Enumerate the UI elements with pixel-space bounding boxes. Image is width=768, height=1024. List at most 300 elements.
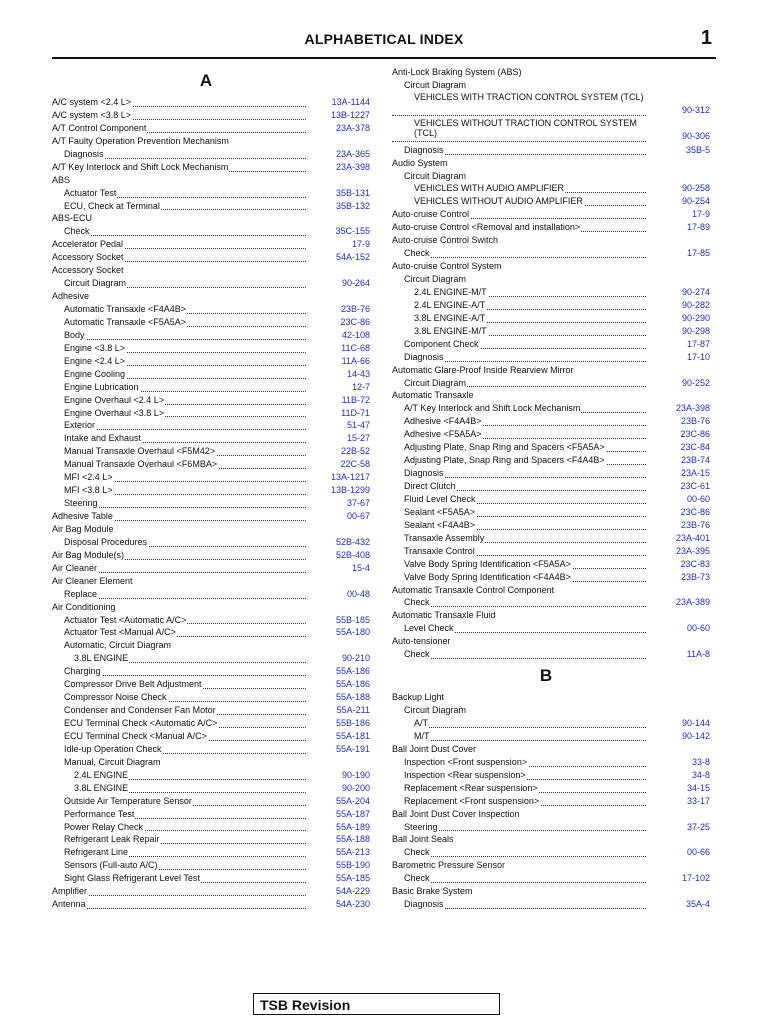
page-reference-link[interactable]: 23C-86	[680, 506, 710, 517]
page-reference-link[interactable]: 34-15	[686, 782, 710, 793]
index-entry	[52, 355, 370, 368]
index-entry	[392, 441, 710, 454]
index-entry-text: Adhesive <F4A4B>	[392, 415, 483, 428]
index-entry-text: Accessory Socket	[52, 252, 124, 263]
index-entry-text: Inspection <Front suspension>	[392, 756, 528, 769]
index-entry	[52, 161, 370, 174]
index-entry-text: Condenser and Condenser Fan Motor	[52, 704, 217, 717]
index-entry	[52, 303, 370, 316]
page-reference-link[interactable]: 11A-66	[341, 355, 370, 366]
index-entry	[392, 532, 710, 545]
page-reference-link[interactable]: 11D-71	[341, 407, 370, 418]
page-reference-link[interactable]: 90-252	[681, 377, 710, 388]
index-entry-text: Automatic Transaxle Fluid	[392, 610, 496, 621]
index-entry	[52, 549, 370, 562]
page-reference-link[interactable]: 52B-432	[335, 536, 370, 547]
index-entry-text: Automatic Transaxle <F4A4B>	[52, 303, 187, 316]
index-entry	[52, 471, 370, 484]
index-entry-text: Automatic Glare-Proof Inside Rearview Mirror	[392, 364, 574, 375]
index-entry	[52, 290, 370, 303]
page-reference-link[interactable]: 54A-152	[335, 252, 370, 263]
index-entry-text: Sight Glass Refrigerant Level Test	[52, 872, 201, 885]
page-reference-link[interactable]: 17-87	[686, 338, 710, 349]
page-reference-link[interactable]: 23A-398	[675, 403, 710, 414]
page-reference-link[interactable]: 17-9	[351, 239, 370, 250]
section-letter: A	[199, 71, 213, 90]
page-reference-link[interactable]: 54A-230	[335, 899, 370, 910]
page-reference-link[interactable]: 35B-5	[685, 144, 710, 155]
index-entry-text: Circuit Diagram	[392, 704, 467, 717]
index-entry	[392, 377, 710, 390]
page-reference-link[interactable]: 37-67	[346, 498, 370, 509]
index-entry-text: Air Bag Module(s)	[52, 549, 125, 560]
index-entry	[392, 286, 710, 299]
index-entry	[52, 626, 370, 639]
index-entry-text: ABS-ECU	[52, 213, 93, 224]
index-entry	[392, 717, 710, 730]
index-entry	[392, 338, 710, 351]
index-entry	[52, 795, 370, 808]
header-rule	[52, 57, 716, 59]
index-entry-text: A/C system <2.4 L>	[52, 97, 132, 107]
index-entry	[392, 467, 710, 480]
page-reference-link[interactable]: 55B-185	[335, 614, 370, 625]
page-reference-link[interactable]: 55A-191	[335, 743, 370, 754]
index-entry	[52, 316, 370, 329]
index-entry	[52, 885, 370, 898]
page-reference-link[interactable]: 23C-86	[340, 316, 370, 327]
index-entry-text: Compressor Noise Check	[52, 691, 168, 704]
index-entry-text: Diagnosis	[392, 144, 445, 157]
index-entry	[392, 648, 710, 661]
page-reference-link[interactable]: 22B-52	[340, 446, 370, 457]
index-entry	[52, 187, 370, 200]
page-reference-link[interactable]: 37-25	[686, 821, 710, 832]
index-entry-text: M/T	[392, 730, 431, 743]
index-entry-text: Sensors (Full-auto A/C)	[52, 859, 159, 872]
page-reference-link[interactable]: 90-264	[341, 278, 370, 289]
index-entry-text: Barometric Pressure Sensor	[392, 860, 506, 871]
index-entry	[392, 351, 710, 364]
page-reference-link[interactable]: 52B-408	[335, 549, 370, 560]
index-entry-text: Sealant <F4A4B>	[392, 519, 476, 532]
index-entry-text: A/C system <3.8 L>	[52, 109, 132, 120]
index-entry	[392, 571, 710, 584]
page-reference-link[interactable]: 55A-211	[336, 705, 370, 716]
index-entry-text: Manual Transaxle Overhaul <F5M42>	[52, 445, 216, 458]
page-reference-link[interactable]: 23A-389	[675, 597, 710, 608]
index-entry	[52, 109, 370, 122]
index-entry-text: Automatic, Circuit Diagram	[52, 639, 172, 652]
index-entry	[392, 260, 710, 273]
page-reference-link[interactable]: 90-282	[681, 299, 710, 310]
page-reference-link[interactable]: 23C-83	[680, 558, 710, 569]
index-entry	[52, 846, 370, 859]
index-entry-text: 2.4L ENGINE-A/T	[392, 299, 486, 312]
page-reference-link[interactable]: 23B-76	[680, 519, 710, 530]
index-entry	[392, 885, 710, 898]
index-entry	[392, 635, 710, 648]
index-entry-text: Level Check	[392, 622, 455, 635]
page-reference-link[interactable]: 90-200	[341, 782, 370, 793]
page-reference-link[interactable]: 23A-398	[335, 161, 370, 172]
index-entry-text: Diagnosis	[392, 898, 445, 911]
index-entry-text: Actuator Test <Manual A/C>	[52, 626, 177, 639]
index-entry	[392, 428, 710, 441]
index-entry-text: 3.8L ENGINE-M/T	[392, 325, 488, 338]
page-reference-link[interactable]: 00-60	[686, 493, 710, 504]
index-entry	[392, 506, 710, 519]
index-entry-text: Air Bag Module	[52, 523, 114, 534]
index-entry	[392, 756, 710, 769]
index-entry-text: Automatic Transaxle Control Component	[392, 584, 555, 595]
page-reference-link[interactable]: 90-290	[681, 312, 710, 323]
index-entry	[392, 519, 710, 532]
index-entry-text: Actuator Test	[52, 187, 117, 200]
index-entry-text: ECU Terminal Check <Automatic A/C>	[52, 717, 218, 730]
index-entry	[392, 821, 710, 834]
index-entry	[52, 174, 370, 187]
page-reference-link[interactable]: 55A-204	[335, 795, 370, 806]
index-entry-text: Compressor Drive Belt Adjustment	[52, 678, 203, 691]
index-entry-text: Direct Clutch	[392, 480, 457, 493]
page-reference-link[interactable]: 55A-180	[335, 627, 370, 638]
index-entry-text: Engine <3.8 L>	[52, 342, 126, 355]
index-entry	[392, 299, 710, 312]
index-entry	[392, 182, 710, 195]
page-reference-link[interactable]: 14-43	[346, 368, 370, 379]
index-entry	[52, 614, 370, 627]
page-reference-link[interactable]: 23C-86	[680, 429, 710, 440]
index-entry-text: Engine Cooling	[52, 368, 126, 381]
index-entry-text: Engine Overhaul <2.4 L>	[52, 394, 165, 407]
page-reference-link[interactable]: 23B-74	[680, 455, 710, 466]
index-entry	[392, 480, 710, 493]
page-reference-link[interactable]: 17-85	[686, 248, 710, 259]
index-entry-text: Ball Joint Dust Cover Inspection	[392, 808, 520, 819]
page-reference-link[interactable]: 23A-15	[680, 468, 710, 479]
page-reference-link[interactable]: 00-66	[686, 847, 710, 858]
page-reference-link[interactable]: 55A-185	[335, 873, 370, 884]
page-reference-link[interactable]: 33-8	[691, 756, 710, 767]
index-entry-text: VEHICLES WITHOUT TRACTION CONTROL SYSTEM (TCL)	[392, 118, 655, 138]
index-entry	[392, 157, 710, 170]
page-reference-link[interactable]: 22C-58	[340, 459, 370, 470]
index-entry	[392, 415, 710, 428]
index-entry	[52, 238, 370, 251]
page-reference-link[interactable]: 90-254	[681, 196, 710, 207]
page-reference-link[interactable]: 23B-76	[340, 304, 370, 314]
index-entry	[52, 212, 370, 225]
index-entry	[52, 329, 370, 342]
index-entry	[392, 898, 710, 911]
index-entry	[52, 497, 370, 510]
page-reference-link[interactable]: 55A-186	[335, 679, 370, 690]
index-entry-text: Replace	[52, 588, 98, 601]
index-entry	[52, 639, 370, 652]
index-entry-text: Air Conditioning	[52, 601, 116, 612]
index-entry-text: Transaxle Control	[392, 545, 476, 558]
index-entry-text: Adjusting Plate, Snap Ring and Spacers <F4A4B>	[392, 454, 606, 467]
page-title: ALPHABETICAL INDEX	[304, 31, 464, 47]
page-reference-link[interactable]: 55A-189	[335, 821, 370, 832]
index-entry-text: Check	[52, 225, 91, 238]
index-entry-text: Steering	[52, 497, 99, 510]
index-entry-text: 2.4L ENGINE-M/T	[392, 286, 488, 299]
page-reference-link[interactable]: 23C-61	[680, 481, 710, 492]
index-entry	[52, 898, 370, 911]
index-entry-text: Circuit Diagram	[392, 170, 467, 183]
index-entry-text: Disposal Procedures	[52, 536, 148, 549]
index-entry-text: Auto-cruise Control <Removal and installation>	[392, 222, 581, 233]
index-entry	[52, 691, 370, 704]
page-reference-link[interactable]: 11B-72	[341, 394, 370, 405]
page-reference-link[interactable]: 90-144	[681, 718, 710, 729]
page-reference-link[interactable]: 51-47	[346, 420, 370, 431]
index-entry-text: Outside Air Temperature Sensor	[52, 795, 193, 808]
index-entry	[392, 596, 710, 609]
index-entry-text: Intake and Exhaust	[52, 432, 142, 445]
index-entry	[392, 454, 710, 467]
index-entry-text: Circuit Diagram	[392, 79, 467, 92]
index-entry	[392, 195, 710, 208]
tsb-revision-label: TSB Revision	[260, 997, 351, 1013]
index-entry-text: Ball Joint Seals	[392, 834, 454, 845]
index-entry-text: Replacement <Front suspension>	[392, 795, 540, 808]
index-entry	[52, 833, 370, 846]
index-entry-text: Charging	[52, 665, 102, 678]
page-reference-link[interactable]: 11C-68	[341, 342, 370, 353]
dot-leader	[52, 895, 306, 896]
page-number: 1	[700, 27, 712, 49]
index-entry-text: Audio System	[392, 157, 448, 168]
index-entry	[52, 432, 370, 445]
index-entry-text: VEHICLES WITH AUDIO AMPLIFIER	[392, 182, 565, 195]
page-reference-link[interactable]: 55A-188	[335, 834, 370, 845]
page-reference-link[interactable]: 13A-1144	[331, 97, 370, 107]
index-column-left	[52, 66, 370, 911]
page-reference-link[interactable]: 13B-1299	[330, 485, 370, 496]
page-reference-link[interactable]: 90-312	[681, 104, 710, 115]
index-entry	[52, 122, 370, 135]
page-reference-link[interactable]: 12-7	[351, 381, 370, 392]
index-entry-text: Replacement <Rear suspension>	[392, 782, 539, 795]
index-entry	[392, 118, 710, 144]
index-entry	[392, 769, 710, 782]
page-reference-link[interactable]: 15-4	[351, 562, 370, 573]
index-entry-text: Refrigerant Leak Repair	[52, 833, 161, 846]
page-reference-link[interactable]: 55B-186	[335, 718, 370, 728]
index-entry	[392, 782, 710, 795]
index-entry	[392, 325, 710, 338]
index-entry	[52, 523, 370, 536]
page-reference-link[interactable]: 17-102	[681, 873, 710, 884]
index-entry	[392, 808, 710, 821]
page-reference-link[interactable]: 23B-73	[680, 571, 710, 582]
dot-leader	[392, 141, 646, 142]
index-entry-text: Fluid Level Check	[392, 493, 477, 506]
index-entry-text: Auto-cruise Control System	[392, 261, 502, 272]
page-reference-link[interactable]: 90-142	[681, 730, 710, 741]
index-entry-text: Engine <2.4 L>	[52, 355, 126, 368]
page-reference-link[interactable]: 90-274	[681, 286, 710, 297]
dot-leader	[52, 339, 306, 340]
index-entry-text: Power Relay Check	[52, 821, 144, 834]
index-entry	[392, 545, 710, 558]
page-reference-link[interactable]: 55A-188	[335, 692, 370, 703]
index-column-right	[392, 66, 710, 911]
page-reference-link[interactable]: 90-258	[681, 183, 710, 194]
index-entry	[52, 394, 370, 407]
index-entry	[392, 79, 710, 92]
index-entry	[52, 601, 370, 614]
index-entry-text: Air Cleaner	[52, 562, 98, 573]
index-entry-text: Adjusting Plate, Snap Ring and Spacers <F5A5A>	[392, 441, 606, 454]
page-reference-link[interactable]: 15-27	[346, 433, 370, 444]
page-reference-link[interactable]: 23C-84	[680, 442, 710, 453]
index-entry-text: Manual Transaxle Overhaul <F6MBA>	[52, 458, 218, 471]
page-reference-link[interactable]: 35C-155	[335, 226, 370, 237]
index-entry	[52, 200, 370, 213]
index-entry	[52, 264, 370, 277]
index-entry	[52, 445, 370, 458]
index-entry-text: Auto-tensioner	[392, 636, 451, 647]
index-entry	[52, 678, 370, 691]
page-reference-link[interactable]: 00-60	[686, 623, 710, 634]
tsb-revision-box	[253, 993, 500, 1015]
page-reference-link[interactable]: 23A-395	[675, 545, 710, 556]
page-reference-link[interactable]: 17-9	[691, 209, 710, 220]
index-entry-text: Diagnosis	[392, 467, 445, 480]
index-entry-text: Circuit Diagram	[52, 277, 127, 290]
index-entry	[392, 833, 710, 846]
page-reference-link[interactable]: 23A-401	[675, 532, 710, 543]
index-entry	[392, 558, 710, 571]
index-entry	[52, 225, 370, 238]
index-entry-text: Automatic Transaxle <F5A5A>	[52, 316, 187, 329]
index-entry	[52, 419, 370, 432]
index-entry-text: Engine Overhaul <3.8 L>	[52, 407, 165, 420]
page-reference-link[interactable]: 35A-4	[685, 899, 710, 910]
page-reference-link[interactable]: 00-48	[346, 588, 370, 599]
page-reference-link[interactable]: 00-67	[346, 511, 370, 521]
index-entry	[392, 170, 710, 183]
index-entry	[52, 510, 370, 523]
index-entry-text: Adhesive Table	[52, 511, 113, 521]
index-entry	[392, 730, 710, 743]
index-entry	[52, 872, 370, 885]
index-entry-text: ECU Terminal Check <Manual A/C>	[52, 730, 208, 743]
page-reference-link[interactable]: 90-298	[681, 325, 710, 336]
index-entry	[392, 584, 710, 597]
index-entry-text: Check	[392, 872, 431, 885]
index-entry	[52, 342, 370, 355]
page-reference-link[interactable]: 42-108	[341, 329, 370, 340]
page-reference-link[interactable]: 13B-1227	[330, 109, 370, 120]
index-entry	[52, 407, 370, 420]
index-entry	[392, 743, 710, 756]
page-reference-link[interactable]: 11A-8	[686, 649, 710, 660]
index-entry	[392, 273, 710, 286]
page-reference-link[interactable]: 33-17	[686, 795, 710, 806]
index-entry	[52, 536, 370, 549]
index-entry-text: A/T Control Component	[52, 122, 147, 133]
index-entry	[392, 704, 710, 717]
index-entry	[392, 234, 710, 247]
index-entry	[392, 859, 710, 872]
index-entry-text: 2.4L ENGINE	[52, 769, 129, 782]
index-entry	[52, 148, 370, 161]
index-entry	[52, 717, 370, 730]
index-entry	[52, 251, 370, 264]
index-entry-text: Idle-up Operation Check	[52, 743, 163, 756]
index-entry-text: Sealant <F5A5A>	[392, 506, 476, 519]
index-entry	[392, 208, 710, 221]
page-reference-link[interactable]: 90-210	[341, 653, 370, 664]
page-reference-link[interactable]: 55A-186	[335, 666, 370, 677]
index-entry-text: Adhesive <F5A5A>	[392, 428, 483, 441]
page-reference-link[interactable]: 35B-132	[335, 200, 370, 211]
page-reference-link[interactable]: 90-306	[681, 130, 710, 141]
index-entry-text: VEHICLES WITH TRACTION CONTROL SYSTEM (TCL)	[392, 92, 655, 102]
index-entry-text: Adhesive	[52, 291, 90, 302]
index-entry-text: Circuit Diagram	[392, 377, 467, 390]
index-entry-text: Antenna	[52, 899, 86, 910]
index-entry-text: Exterior	[52, 419, 96, 432]
page-reference-link[interactable]: 23A-378	[335, 122, 370, 133]
index-entry	[52, 743, 370, 756]
index-entry	[392, 846, 710, 859]
index-entry-text: MFI <2.4 L>	[52, 471, 114, 484]
index-entry	[52, 859, 370, 872]
index-entry	[52, 575, 370, 588]
index-entry	[52, 277, 370, 290]
index-entry-text: 3.8L ENGINE	[52, 782, 129, 795]
index-entry-text: Check	[392, 648, 431, 661]
index-entry-text: Refrigerant Line	[52, 846, 129, 859]
page-reference-link[interactable]: 55A-187	[335, 808, 370, 819]
page-reference-link[interactable]: 17-10	[686, 351, 710, 362]
index-entry	[52, 96, 370, 109]
index-entry-text: Automatic Transaxle	[392, 390, 474, 401]
index-entry-text: Check	[392, 846, 431, 859]
page-reference-link[interactable]: 35B-131	[335, 187, 370, 198]
index-entry	[52, 665, 370, 678]
index-entry	[52, 756, 370, 769]
page-reference-link[interactable]: 17-89	[686, 222, 710, 233]
index-entry-text: Component Check	[392, 338, 480, 351]
page-reference-link[interactable]: 55A-181	[335, 730, 370, 741]
page-reference-link[interactable]: 23B-76	[680, 416, 710, 427]
page-reference-link[interactable]: 55B-190	[335, 860, 370, 871]
page-reference-link[interactable]: 23A-365	[335, 148, 370, 159]
index-entry	[52, 730, 370, 743]
page-reference-link[interactable]: 55A-213	[335, 847, 370, 858]
page-reference-link[interactable]: 34-8	[691, 769, 710, 780]
page-reference-link[interactable]: 90-190	[341, 769, 370, 780]
page-reference-link[interactable]: 54A-229	[335, 886, 370, 897]
page-reference-link[interactable]: 13A-1217	[330, 472, 370, 483]
index-entry-text: Check	[392, 247, 431, 260]
index-entry	[392, 92, 710, 118]
index-entry-text: 3.8L ENGINE	[52, 652, 129, 665]
index-entry	[392, 402, 710, 415]
index-entry-text: Auto-cruise Control	[392, 209, 470, 220]
index-entry	[392, 389, 710, 402]
section-letter: B	[539, 666, 553, 686]
index-entry-text: VEHICLES WITHOUT AUDIO AMPLIFIER	[392, 195, 584, 208]
index-entry-text: Body	[52, 329, 86, 342]
